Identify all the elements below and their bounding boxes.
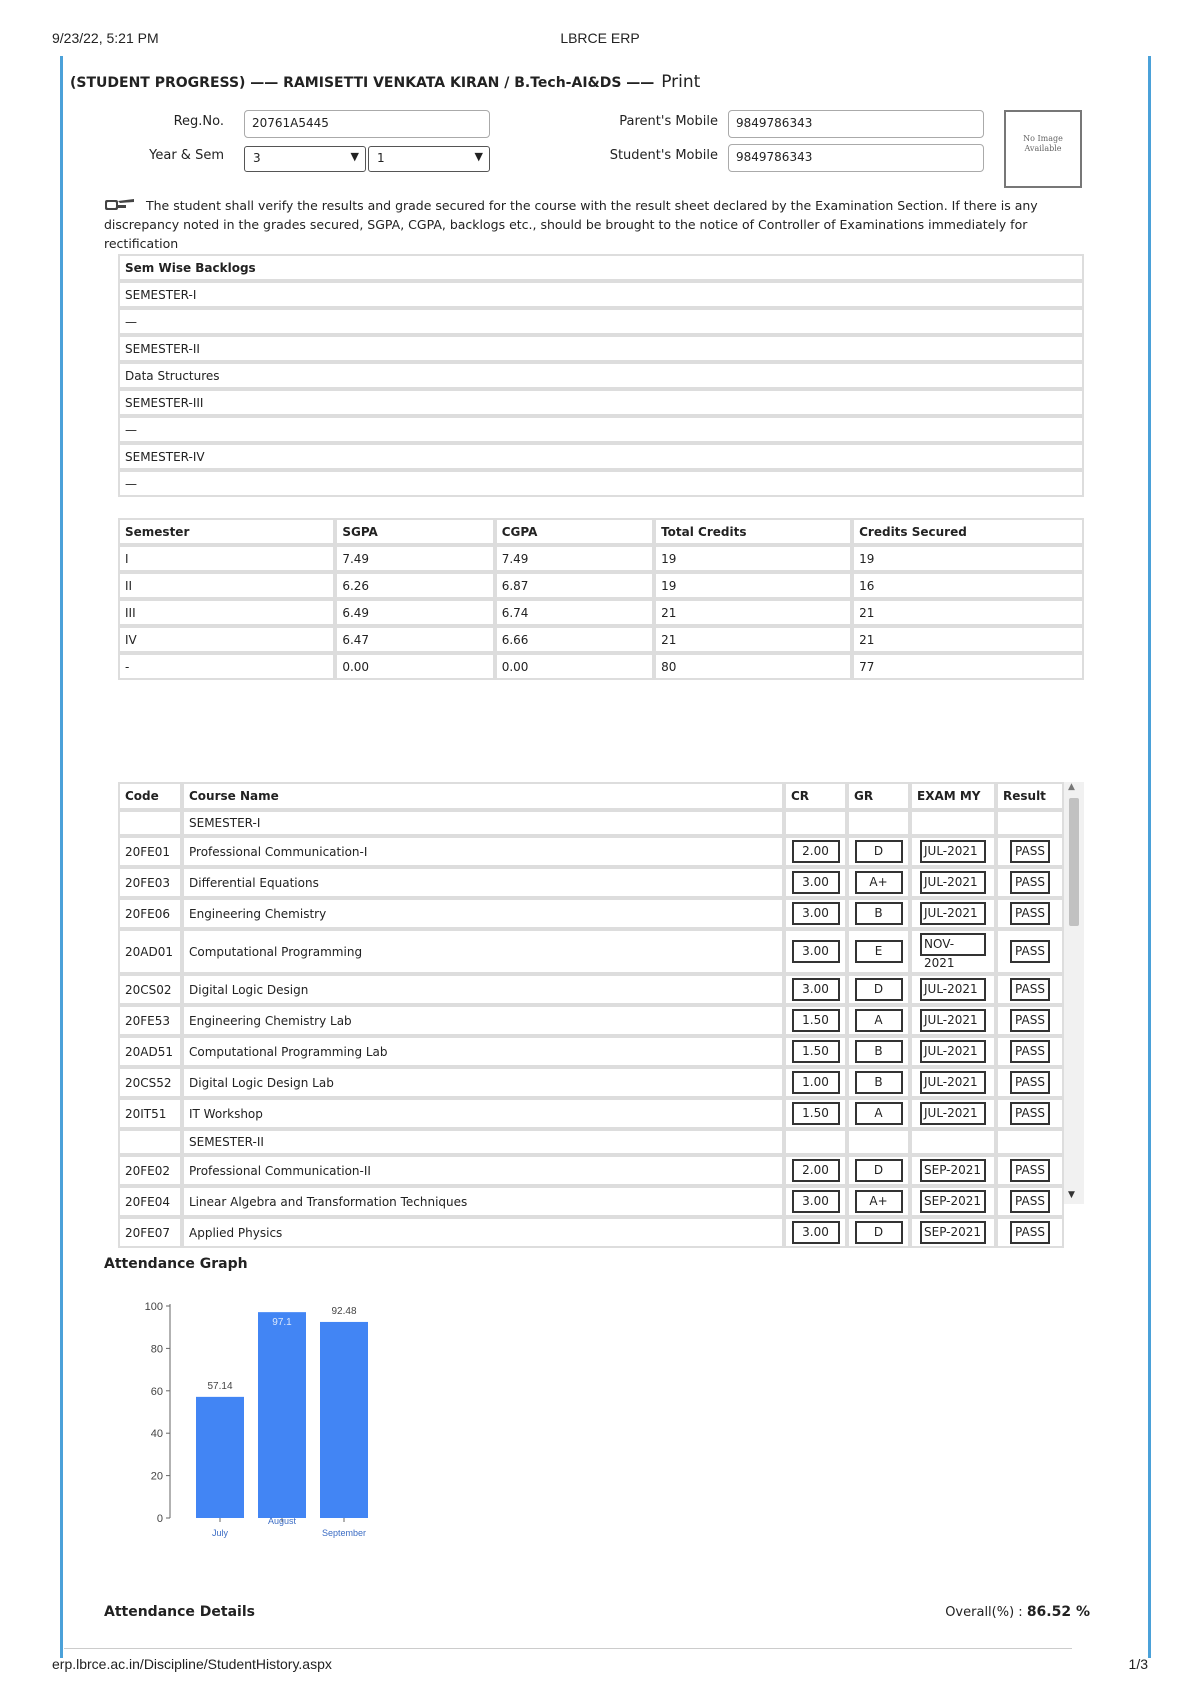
backlog-row: SEMESTER-I [118, 281, 1084, 308]
course-name: Professional Communication-II [182, 1155, 784, 1186]
backlog-row: SEMESTER-IV [118, 443, 1084, 470]
course-name: Professional Communication-I [182, 836, 784, 867]
y-tick-label: 100 [144, 1301, 163, 1313]
grade-box: B [855, 1071, 903, 1094]
empty-cell [847, 1129, 910, 1155]
course-code: 20CS02 [118, 974, 182, 1005]
print-url: erp.lbrce.ac.in/Discipline/StudentHistory.aspx [52, 1656, 332, 1672]
credits-box: 3.00 [792, 902, 840, 925]
course-header-cell: Result [996, 782, 1064, 810]
sgpa-cell: 6.26 [335, 572, 494, 599]
sgpa-row [118, 572, 1084, 599]
course-row [118, 929, 1064, 974]
grade-box: D [855, 978, 903, 1001]
backlog-row: Data Structures [118, 362, 1084, 389]
student-mobile-field[interactable] [728, 144, 984, 172]
scroll-down-arrow-icon[interactable]: ▼ [1068, 1190, 1075, 1200]
result-box: PASS [1010, 1159, 1050, 1182]
course-header-cell: EXAM MY [910, 782, 996, 810]
course-row [118, 1067, 1064, 1098]
credits-box: 1.50 [792, 1009, 840, 1032]
empty-cell [910, 810, 996, 836]
credits-box: 3.00 [792, 1190, 840, 1213]
course-name: Applied Physics [182, 1217, 784, 1248]
course-value-cell [996, 867, 1064, 898]
print-date: 9/23/22, 5:21 PM [52, 30, 159, 46]
sgpa-cell: IV [118, 626, 335, 653]
course-value-cell [910, 1036, 996, 1067]
course-name: Digital Logic Design [182, 974, 784, 1005]
course-value-cell [784, 1217, 847, 1248]
attendance-details-title: Attendance Details [104, 1604, 255, 1620]
grade-box: D [855, 1221, 903, 1244]
photo-placeholder-line2: Available [1024, 144, 1062, 153]
sgpa-cell: 77 [852, 653, 1084, 680]
course-code: 20IT51 [118, 1098, 182, 1129]
sgpa-cell: - [118, 653, 335, 680]
backlog-row: — [118, 308, 1084, 335]
course-value-cell [847, 929, 910, 974]
attendance-graph-title: Attendance Graph [104, 1256, 248, 1272]
backlog-row: — [118, 416, 1084, 443]
x-category-label: September [321, 1528, 367, 1538]
reg-no-label: Reg.No. [173, 114, 224, 129]
result-box: PASS [1010, 1190, 1050, 1213]
course-value-cell [784, 1067, 847, 1098]
exam-month-year-box: SEP-2021 [920, 1221, 986, 1244]
backlog-row: SEMESTER-III [118, 389, 1084, 416]
result-box: PASS [1010, 1040, 1050, 1063]
bar-value-label: 57.14 [207, 1380, 233, 1392]
course-value-cell [996, 974, 1064, 1005]
credits-box: 3.00 [792, 940, 840, 963]
course-name: Engineering Chemistry [182, 898, 784, 929]
course-name: Digital Logic Design Lab [182, 1067, 784, 1098]
grade-box: E [855, 940, 903, 963]
grade-box: B [855, 1040, 903, 1063]
course-name: Differential Equations [182, 867, 784, 898]
empty-cell [784, 810, 847, 836]
course-value-cell [996, 1005, 1064, 1036]
course-value-cell [910, 867, 996, 898]
course-value-cell [910, 1067, 996, 1098]
course-code: 20FE53 [118, 1005, 182, 1036]
course-results-panel[interactable] [118, 782, 1084, 1240]
sgpa-cell: I [118, 545, 335, 572]
student-progress-page [70, 66, 1090, 1646]
course-results-table [118, 782, 1064, 1248]
course-value-cell [996, 1098, 1064, 1129]
scroll-up-arrow-icon[interactable]: ▲ [1068, 782, 1075, 792]
year-select[interactable] [244, 146, 366, 172]
course-value-cell [784, 898, 847, 929]
student-mobile-label: Student's Mobile [609, 148, 718, 163]
course-scrollbar[interactable] [1064, 782, 1084, 1204]
course-value-cell [847, 974, 910, 1005]
empty-cell [996, 1129, 1064, 1155]
year-sem-label: Year & Sem [149, 148, 224, 163]
student-mobile-value: 9849786343 [736, 150, 813, 164]
parent-mobile-field[interactable] [728, 110, 984, 138]
course-header-cell: Code [118, 782, 182, 810]
credits-box: 2.00 [792, 1159, 840, 1182]
photo-placeholder-line1: No Image [1023, 134, 1063, 143]
sgpa-cell: 7.49 [335, 545, 494, 572]
course-value-cell [910, 929, 996, 974]
exam-month-year-box: SEP-2021 [920, 1159, 986, 1182]
chevron-down-icon: ▼ [474, 150, 483, 163]
course-value-cell [996, 1067, 1064, 1098]
page-title-text: (STUDENT PROGRESS) —— RAMISETTI VENKATA KIRAN / B.Tech-AI&DS —— [70, 75, 655, 91]
course-value-cell [847, 1005, 910, 1036]
course-code: 20AD51 [118, 1036, 182, 1067]
course-value-cell [784, 1155, 847, 1186]
sgpa-cell: 16 [852, 572, 1084, 599]
sgpa-cell: 0.00 [495, 653, 654, 680]
empty-cell [910, 1129, 996, 1155]
print-page-number: 1/3 [1128, 1656, 1148, 1672]
sgpa-cell: III [118, 599, 335, 626]
exam-month-year-box: JUL-2021 [920, 871, 986, 894]
student-photo [1004, 110, 1082, 188]
course-value-cell [847, 1067, 910, 1098]
sgpa-cell: 80 [654, 653, 852, 680]
sem-select[interactable] [368, 146, 490, 172]
course-value-cell [847, 1098, 910, 1129]
backlog-row: — [118, 470, 1084, 497]
course-value-cell [996, 929, 1064, 974]
course-value-cell [784, 836, 847, 867]
course-value-cell [847, 1186, 910, 1217]
bar-value-label: 97.1 [272, 1317, 292, 1329]
sgpa-cell: 6.66 [495, 626, 654, 653]
credits-box: 3.00 [792, 1221, 840, 1244]
sgpa-cgpa-table [118, 518, 1084, 680]
result-box: PASS [1010, 871, 1050, 894]
backlog-row: SEMESTER-II [118, 335, 1084, 362]
sgpa-row [118, 599, 1084, 626]
sgpa-cell: 6.47 [335, 626, 494, 653]
course-value-cell [910, 1186, 996, 1217]
page-title [70, 72, 700, 92]
sgpa-cell: 21 [654, 599, 852, 626]
frame-border-left [60, 56, 63, 1658]
semester-group-row [118, 810, 1064, 836]
course-row [118, 1155, 1064, 1186]
scrollbar-thumb[interactable] [1069, 798, 1079, 926]
exam-month-year-box: JUL-2021 [920, 1102, 986, 1125]
result-box: PASS [1010, 1221, 1050, 1244]
course-value-cell [784, 867, 847, 898]
sgpa-row [118, 545, 1084, 572]
chevron-down-icon: ▼ [350, 150, 359, 163]
overall-attendance [945, 1604, 1090, 1620]
course-code: 20FE04 [118, 1186, 182, 1217]
sgpa-row [118, 626, 1084, 653]
course-value-cell [910, 1155, 996, 1186]
overall-label: Overall(%) : [945, 1605, 1023, 1620]
course-header-cell: GR [847, 782, 910, 810]
x-category-label: August [267, 1516, 297, 1526]
empty-cell [784, 1129, 847, 1155]
pointing-hand-icon [104, 197, 136, 211]
course-value-cell [910, 898, 996, 929]
sgpa-header-cell: Total Credits [654, 518, 852, 545]
sgpa-cell: II [118, 572, 335, 599]
frame-border-right [1148, 56, 1151, 1658]
course-code: 20AD01 [118, 929, 182, 974]
exam-month-year-box: JUL-2021 [920, 1071, 986, 1094]
result-box: PASS [1010, 940, 1050, 963]
sgpa-cell: 19 [654, 545, 852, 572]
course-code: 20FE07 [118, 1217, 182, 1248]
attendance-bar [320, 1322, 368, 1518]
sgpa-cell: 21 [654, 626, 852, 653]
grade-box: D [855, 1159, 903, 1182]
grade-box: B [855, 902, 903, 925]
sgpa-header-cell: CGPA [495, 518, 654, 545]
sem-select-value: 1 [377, 151, 385, 165]
course-row [118, 1036, 1064, 1067]
sgpa-header-cell: Credits Secured [852, 518, 1084, 545]
notice-text: The student shall verify the results and grade secured for the course with the result sheet declared by the Examination Section. If there is any discrepancy noted in the grades secured, SGPA, CGPA, backlogs etc., should be brought to the notice of Controller of Examinations immediately for rectification [104, 198, 1038, 251]
result-box: PASS [1010, 902, 1050, 925]
parent-mobile-value: 9849786343 [736, 116, 813, 130]
semester-group-row [118, 1129, 1064, 1155]
sgpa-cell: 21 [852, 626, 1084, 653]
sgpa-cell: 6.74 [495, 599, 654, 626]
course-value-cell [784, 929, 847, 974]
course-code: 20FE01 [118, 836, 182, 867]
course-code: 20CS52 [118, 1067, 182, 1098]
course-value-cell [996, 1186, 1064, 1217]
course-value-cell [910, 974, 996, 1005]
course-value-cell [996, 1217, 1064, 1248]
y-tick-label: 40 [150, 1428, 163, 1441]
course-value-cell [996, 836, 1064, 867]
x-category-label: July [211, 1528, 229, 1538]
course-code: 20FE02 [118, 1155, 182, 1186]
parent-mobile-label: Parent's Mobile [619, 114, 718, 129]
course-value-cell [847, 1036, 910, 1067]
course-value-cell [784, 974, 847, 1005]
grade-box: A [855, 1009, 903, 1032]
credits-box: 1.50 [792, 1040, 840, 1063]
footer-divider [64, 1648, 1072, 1649]
course-value-cell [910, 1005, 996, 1036]
sgpa-header-cell: SGPA [335, 518, 494, 545]
y-tick-label: 20 [150, 1470, 163, 1483]
course-name: Computational Programming [182, 929, 784, 974]
semester-label: SEMESTER-I [182, 810, 784, 836]
bar-value-label: 92.48 [331, 1305, 357, 1317]
course-header-cell: CR [784, 782, 847, 810]
exam-month-year-box: JUL-2021 [920, 840, 986, 863]
print-title: LBRCE ERP [560, 30, 640, 46]
course-row [118, 836, 1064, 867]
y-tick-label: 0 [156, 1513, 163, 1525]
course-row [118, 898, 1064, 929]
year-select-value: 3 [253, 151, 261, 165]
credits-box: 1.00 [792, 1071, 840, 1094]
credits-box: 2.00 [792, 840, 840, 863]
course-name: IT Workshop [182, 1098, 784, 1129]
course-name: Computational Programming Lab [182, 1036, 784, 1067]
course-name: Engineering Chemistry Lab [182, 1005, 784, 1036]
course-name: Linear Algebra and Transformation Techniques [182, 1186, 784, 1217]
course-row [118, 1005, 1064, 1036]
sgpa-cell: 6.87 [495, 572, 654, 599]
course-value-cell [784, 1036, 847, 1067]
print-link[interactable]: Print [661, 72, 701, 92]
course-value-cell [996, 1036, 1064, 1067]
verification-notice [104, 196, 1084, 253]
backlogs-header: Sem Wise Backlogs [118, 254, 1084, 281]
result-box: PASS [1010, 840, 1050, 863]
y-tick-label: 80 [150, 1343, 163, 1356]
exam-month-year-box: JUL-2021 [920, 1040, 986, 1063]
course-value-cell [784, 1098, 847, 1129]
sgpa-cell: 21 [852, 599, 1084, 626]
grade-box: A [855, 1102, 903, 1125]
exam-month-year-box: JUL-2021 [920, 902, 986, 925]
sgpa-cell: 19 [852, 545, 1084, 572]
print-footer [52, 1656, 1148, 1674]
credits-box: 3.00 [792, 978, 840, 1001]
attendance-bar-chart [110, 1280, 430, 1560]
reg-no-field[interactable] [244, 110, 490, 138]
semester-label: SEMESTER-II [182, 1129, 784, 1155]
result-box: PASS [1010, 1009, 1050, 1032]
course-code: 20FE03 [118, 867, 182, 898]
sgpa-cell: 6.49 [335, 599, 494, 626]
reg-no-value: 20761A5445 [252, 116, 329, 130]
empty-cell [847, 810, 910, 836]
sgpa-row [118, 653, 1084, 680]
credits-box: 3.00 [792, 871, 840, 894]
course-code: 20FE06 [118, 898, 182, 929]
overall-value: 86.52 % [1026, 1604, 1090, 1620]
exam-month-year-box: SEP-2021 [920, 1190, 986, 1213]
course-value-cell [847, 898, 910, 929]
course-value-cell [847, 867, 910, 898]
course-row [118, 1217, 1064, 1248]
sgpa-cell: 0.00 [335, 653, 494, 680]
course-header-cell: Course Name [182, 782, 784, 810]
y-tick-label: 60 [150, 1385, 163, 1398]
grade-box: A+ [855, 871, 903, 894]
course-value-cell [847, 836, 910, 867]
empty-cell [996, 810, 1064, 836]
backlogs-table [118, 254, 1084, 497]
course-value-cell [847, 1155, 910, 1186]
exam-month-year-box: JUL-2021 [920, 978, 986, 1001]
credits-box: 1.50 [792, 1102, 840, 1125]
result-box: PASS [1010, 1102, 1050, 1125]
sgpa-cell: 7.49 [495, 545, 654, 572]
empty-cell [118, 1129, 182, 1155]
empty-cell [118, 810, 182, 836]
course-row [118, 974, 1064, 1005]
course-row [118, 1186, 1064, 1217]
course-value-cell [996, 898, 1064, 929]
course-value-cell [847, 1217, 910, 1248]
sgpa-cell: 19 [654, 572, 852, 599]
result-box: PASS [1010, 978, 1050, 1001]
exam-month-year-box: NOV-2021 [920, 933, 986, 956]
course-value-cell [784, 1186, 847, 1217]
course-row [118, 1098, 1064, 1129]
attendance-bar [258, 1312, 306, 1518]
course-row [118, 867, 1064, 898]
grade-box: D [855, 840, 903, 863]
course-value-cell [784, 1005, 847, 1036]
attendance-bar [196, 1397, 244, 1518]
course-value-cell [910, 1098, 996, 1129]
course-value-cell [996, 1155, 1064, 1186]
result-box: PASS [1010, 1071, 1050, 1094]
course-value-cell [910, 836, 996, 867]
exam-month-year-box: JUL-2021 [920, 1009, 986, 1032]
grade-box: A+ [855, 1190, 903, 1213]
course-value-cell [910, 1217, 996, 1248]
print-header [52, 30, 1148, 48]
sgpa-header-cell: Semester [118, 518, 335, 545]
